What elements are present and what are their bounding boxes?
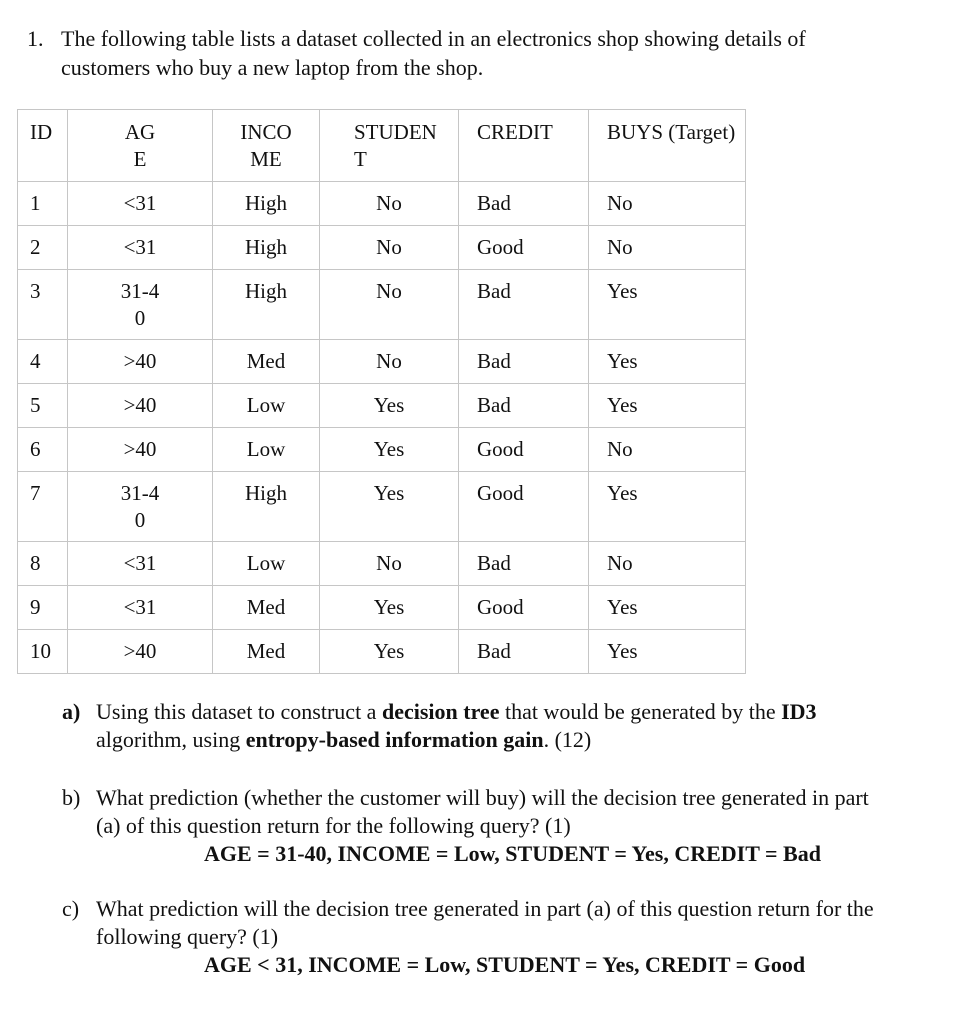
cell-id: 2 bbox=[18, 226, 68, 270]
cell-age bbox=[68, 428, 213, 472]
cell-id: 8 bbox=[18, 542, 68, 586]
part-a-text: Using this dataset to construct a bbox=[96, 699, 382, 724]
intro-line-1: The following table lists a dataset collected in an electronics shop showing details of bbox=[61, 26, 806, 51]
part-c bbox=[62, 895, 942, 979]
part-a-text: algorithm, using bbox=[96, 727, 246, 752]
part-a-bold: ID3 bbox=[781, 699, 817, 724]
header-student bbox=[320, 110, 459, 182]
part-a bbox=[62, 698, 942, 754]
cell-age-part: >40 bbox=[123, 393, 157, 417]
cell-student: No bbox=[320, 182, 459, 226]
table-row bbox=[18, 226, 746, 270]
cell-credit: Bad bbox=[459, 384, 589, 428]
cell-age-part: <31 bbox=[123, 595, 157, 619]
table-row bbox=[18, 630, 746, 674]
cell-age-part: 0 bbox=[134, 306, 146, 330]
header-age bbox=[68, 110, 213, 182]
cell-income: Med bbox=[213, 586, 320, 630]
part-c-line-1: What prediction will the decision tree generated in part (a) of this question return for the bbox=[96, 896, 874, 921]
table-row bbox=[18, 270, 746, 340]
cell-student: Yes bbox=[320, 428, 459, 472]
cell-student: No bbox=[320, 340, 459, 384]
header-income bbox=[213, 110, 320, 182]
cell-credit: Bad bbox=[459, 270, 589, 340]
cell-buys: Yes bbox=[589, 340, 746, 384]
part-a-text: . (12) bbox=[543, 727, 592, 752]
cell-credit: Bad bbox=[459, 340, 589, 384]
cell-age-part: <31 bbox=[123, 191, 157, 215]
cell-age bbox=[68, 340, 213, 384]
cell-income: Med bbox=[213, 340, 320, 384]
cell-buys: Yes bbox=[589, 384, 746, 428]
cell-income: High bbox=[213, 270, 320, 340]
part-c-label: c) bbox=[62, 896, 80, 921]
header-age-part: AG bbox=[124, 120, 156, 144]
question-intro bbox=[27, 24, 927, 82]
cell-income: High bbox=[213, 182, 320, 226]
cell-student: Yes bbox=[320, 630, 459, 674]
cell-income: High bbox=[213, 472, 320, 542]
cell-student: No bbox=[320, 226, 459, 270]
table-row bbox=[18, 542, 746, 586]
cell-age bbox=[68, 226, 213, 270]
cell-age-part: >40 bbox=[123, 437, 157, 461]
table-row bbox=[18, 340, 746, 384]
cell-age bbox=[68, 384, 213, 428]
cell-credit: Good bbox=[459, 226, 589, 270]
part-c-query: AGE < 31, INCOME = Low, STUDENT = Yes, CREDIT = Good bbox=[204, 952, 806, 977]
cell-income: Low bbox=[213, 384, 320, 428]
cell-id: 7 bbox=[18, 472, 68, 542]
cell-age-part: <31 bbox=[123, 235, 157, 259]
table-row bbox=[18, 586, 746, 630]
header-student-part: T bbox=[354, 147, 367, 171]
cell-buys: No bbox=[589, 542, 746, 586]
cell-age bbox=[68, 586, 213, 630]
part-b bbox=[62, 784, 942, 868]
header-id: ID bbox=[18, 110, 68, 182]
cell-age bbox=[68, 542, 213, 586]
cell-credit: Good bbox=[459, 472, 589, 542]
cell-age bbox=[68, 630, 213, 674]
cell-age bbox=[68, 472, 213, 542]
part-b-line-2: (a) of this question return for the following query? (1) bbox=[96, 813, 571, 838]
part-a-text: that would be generated by the bbox=[499, 699, 782, 724]
cell-income: Low bbox=[213, 542, 320, 586]
cell-age bbox=[68, 182, 213, 226]
part-a-bold: entropy-based information gain bbox=[245, 727, 544, 752]
table-row bbox=[18, 472, 746, 542]
header-credit: CREDIT bbox=[459, 110, 589, 182]
cell-income: Med bbox=[213, 630, 320, 674]
header-income-part: INCO bbox=[240, 120, 292, 144]
table-row bbox=[18, 182, 746, 226]
cell-credit: Good bbox=[459, 586, 589, 630]
cell-student: No bbox=[320, 542, 459, 586]
cell-age-part: 31-4 bbox=[120, 279, 160, 303]
header-age-part: E bbox=[133, 147, 147, 171]
header-student-part: STUDEN bbox=[354, 120, 437, 144]
part-a-bold: decision tree bbox=[381, 699, 500, 724]
cell-age bbox=[68, 270, 213, 340]
cell-buys: Yes bbox=[589, 630, 746, 674]
cell-id: 4 bbox=[18, 340, 68, 384]
header-income-part: ME bbox=[250, 147, 282, 171]
cell-credit: Bad bbox=[459, 542, 589, 586]
cell-id: 5 bbox=[18, 384, 68, 428]
cell-student: Yes bbox=[320, 384, 459, 428]
cell-student: Yes bbox=[320, 586, 459, 630]
cell-age-part: >40 bbox=[123, 349, 157, 373]
cell-credit: Bad bbox=[459, 182, 589, 226]
part-a-label: a) bbox=[62, 699, 81, 724]
cell-id: 9 bbox=[18, 586, 68, 630]
cell-buys: Yes bbox=[589, 270, 746, 340]
cell-id: 6 bbox=[18, 428, 68, 472]
cell-age-part: >40 bbox=[123, 639, 157, 663]
part-b-query: AGE = 31-40, INCOME = Low, STUDENT = Yes, CREDIT = Bad bbox=[204, 841, 821, 866]
part-b-label: b) bbox=[62, 785, 81, 810]
cell-student: No bbox=[320, 270, 459, 340]
cell-age-part: 31-4 bbox=[120, 481, 160, 505]
cell-income: High bbox=[213, 226, 320, 270]
intro-line-2: customers who buy a new laptop from the shop. bbox=[61, 55, 484, 80]
dataset-table bbox=[17, 109, 746, 674]
table-header-row bbox=[18, 110, 746, 182]
question-number: 1. bbox=[27, 26, 44, 51]
cell-buys: No bbox=[589, 226, 746, 270]
cell-age-part: 0 bbox=[134, 508, 146, 532]
cell-buys: Yes bbox=[589, 472, 746, 542]
table-row bbox=[18, 428, 746, 472]
cell-id: 3 bbox=[18, 270, 68, 340]
cell-credit: Bad bbox=[459, 630, 589, 674]
cell-id: 1 bbox=[18, 182, 68, 226]
cell-buys: Yes bbox=[589, 586, 746, 630]
header-buys: BUYS (Target) bbox=[589, 110, 746, 182]
cell-income: Low bbox=[213, 428, 320, 472]
cell-id: 10 bbox=[18, 630, 68, 674]
table-row bbox=[18, 384, 746, 428]
part-c-line-2: following query? (1) bbox=[96, 924, 279, 949]
cell-student: Yes bbox=[320, 472, 459, 542]
cell-credit: Good bbox=[459, 428, 589, 472]
cell-age-part: <31 bbox=[123, 551, 157, 575]
cell-buys: No bbox=[589, 428, 746, 472]
table-body bbox=[18, 182, 746, 674]
cell-buys: No bbox=[589, 182, 746, 226]
part-b-line-1: What prediction (whether the customer will buy) will the decision tree generated in part bbox=[96, 785, 869, 810]
